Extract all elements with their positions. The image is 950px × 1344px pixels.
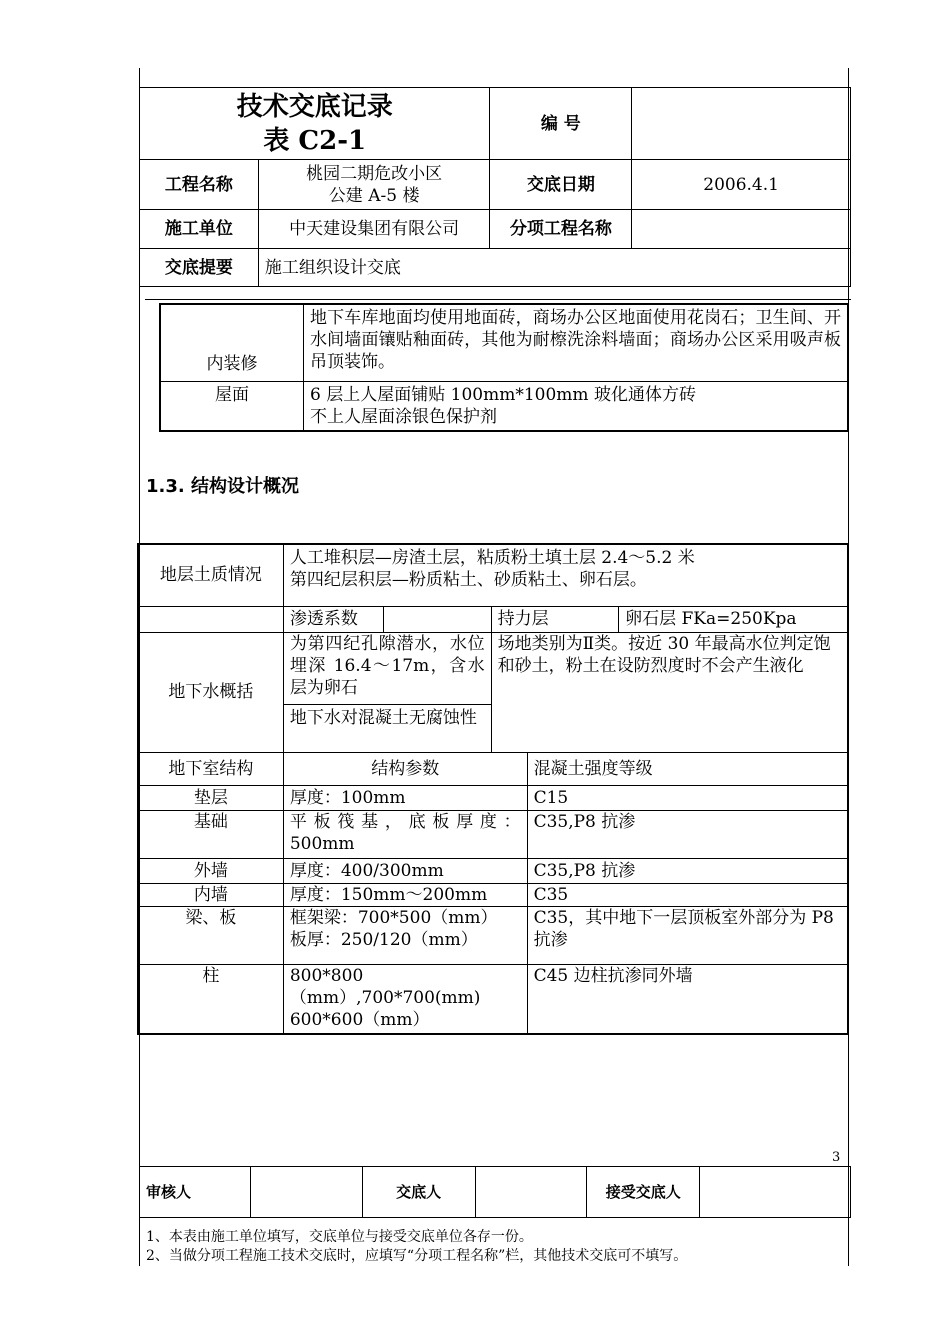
finish-row-interior-label: 内装修 [160, 304, 304, 381]
form-title-line2: 表 C2-1 [263, 125, 367, 156]
builder-label: 施工单位 [140, 210, 259, 249]
col-header-grade: 混凝土强度等级 [527, 752, 848, 785]
project-value-line2: 公建 A-5 楼 [328, 185, 420, 206]
col-header-structure: 地下室结构 [138, 752, 283, 785]
receiver-label: 接受交底人 [587, 1167, 700, 1218]
receiver-value[interactable] [700, 1167, 851, 1218]
subproject-value[interactable] [632, 210, 851, 249]
project-value [258, 160, 490, 210]
soil-line1: 人工堆积层—房渣土层，粘质粉土填土层 2.4～5.2 米 [289, 548, 695, 568]
row-grade-outer-wall: C35,P8 抗渗 [527, 858, 848, 883]
finish-table [159, 303, 849, 432]
form-title [140, 88, 490, 160]
section-title: 1.3. 结构设计概况 [146, 476, 299, 497]
row-param-outer-wall: 厚度：400/300mm [283, 858, 527, 883]
note-1: 1、本表由施工单位填写，交底单位与接受交底单位各存一份。 [146, 1229, 533, 1245]
permeability-value [383, 606, 491, 632]
roof-text-line2: 不上人屋面涂银色保护剂 [310, 406, 498, 427]
reviewer-label: 审核人 [140, 1167, 251, 1218]
finish-row-roof-label: 屋面 [160, 381, 304, 431]
structure-table [137, 543, 849, 1035]
row-grade-beam-slab: C35，其中地下一层顶板室外部分为 P8 抗渗 [527, 906, 848, 964]
date-value: 2006.4.1 [632, 160, 851, 210]
row-param-cushion: 厚度：100mm [283, 785, 527, 810]
soil-label: 地层土质情况 [138, 544, 283, 606]
roof-text-line1: 6 层上人屋面铺贴 100mm*100mm 玻化通体方砖 [310, 384, 696, 405]
row-param-column [283, 964, 527, 1034]
finish-row-roof-text [304, 381, 848, 431]
project-label: 工程名称 [140, 160, 259, 210]
groundwater-text2: 地下水对混凝土无腐蚀性 [283, 704, 491, 752]
row-grade-foundation: C35,P8 抗渗 [527, 810, 848, 858]
page-number: 3 [832, 1150, 841, 1165]
form-title-line1: 技术交底记录 [236, 91, 393, 122]
number-value[interactable] [632, 88, 851, 160]
builder-value: 中天建设集团有限公司 [258, 210, 490, 249]
soil-line2: 第四纪层积层—粉质粘土、砂质粘土、卵石层。 [289, 570, 647, 590]
beam-param-line2: 板厚：250/120（mm） [289, 929, 478, 950]
discloser-label: 交底人 [362, 1167, 475, 1218]
bearing-label: 持力层 [491, 606, 618, 632]
row-name-column: 柱 [138, 964, 283, 1034]
column-param-line3: 600*600（mm） [289, 1009, 430, 1030]
row-name-cushion: 垫层 [138, 785, 283, 810]
date-label: 交底日期 [490, 160, 632, 210]
groundwater-text1: 为第四纪孔隙潜水，水位埋深 16.4～17m，含水层为卵石 [283, 632, 491, 704]
soil-label-continuation [138, 606, 283, 632]
signature-table [139, 1166, 851, 1218]
subproject-label: 分项工程名称 [490, 210, 632, 249]
row-param-foundation: 平板筏基，底板厚度：500mm [283, 810, 527, 858]
bearing-value: 卵石层 FKa=250Kpa [619, 606, 848, 632]
reviewer-value[interactable] [250, 1167, 362, 1218]
row-param-beam-slab [283, 906, 527, 964]
column-param-line2: （mm）,700*700(mm) [289, 987, 481, 1008]
finish-row-interior-text: 地下车库地面均使用地面砖，商场办公区地面使用花岗石；卫生间、开水间墙面镶贴釉面砖，其他为耐檫洗涂料墙面；商场办公区采用吸声板吊顶装饰。 [304, 304, 848, 381]
row-name-outer-wall: 外墙 [138, 858, 283, 883]
discloser-value[interactable] [475, 1167, 587, 1218]
summary-label: 交底提要 [140, 249, 259, 287]
permeability-label: 渗透系数 [283, 606, 383, 632]
project-value-line1: 桃园二期危改小区 [306, 163, 443, 184]
row-name-foundation: 基础 [138, 810, 283, 858]
row-name-beam-slab: 梁、板 [138, 906, 283, 964]
number-label: 编 号 [490, 88, 632, 160]
row-grade-inner-wall: C35 [527, 883, 848, 906]
note-2: 2、当做分项工程施工技术交底时，应填写“分项工程名称”栏，其他技术交底可不填写。 [146, 1248, 688, 1264]
summary-value: 施工组织设计交底 [258, 249, 850, 287]
beam-param-line1: 框架梁：700*500（mm） [289, 907, 498, 928]
groundwater-label: 地下水概括 [138, 632, 283, 752]
row-param-inner-wall: 厚度：150mm～200mm [283, 883, 527, 906]
row-grade-column: C45 边柱抗渗同外墙 [527, 964, 848, 1034]
col-header-params: 结构参数 [283, 752, 527, 785]
soil-text [283, 544, 848, 606]
separator-line [145, 299, 851, 300]
column-param-line1: 800*800 [289, 965, 364, 986]
row-grade-cushion: C15 [527, 785, 848, 810]
site-class-text: 场地类别为Ⅱ类。按近 30 年最高水位判定饱和砂土，粉土在设防烈度时不会产生液化 [491, 632, 848, 752]
row-name-inner-wall: 内墙 [138, 883, 283, 906]
header-table [139, 87, 851, 287]
